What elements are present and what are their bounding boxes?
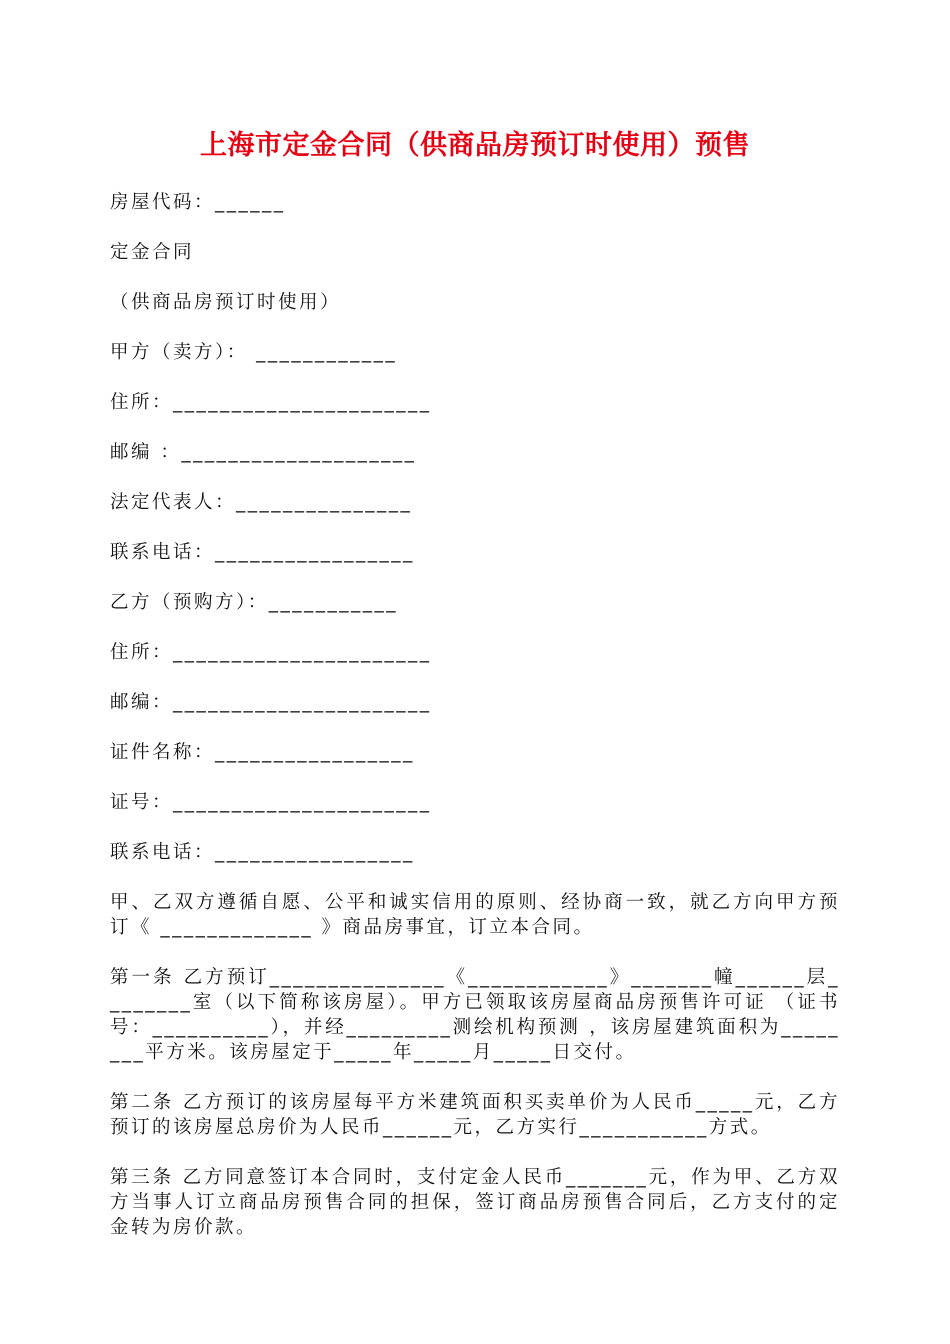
field-party-b-phone: 联系电话：_________________	[110, 842, 415, 863]
field-party-a-postcode: 邮编 ：____________________	[110, 442, 417, 463]
field-party-a: 甲方（卖方）： ____________	[110, 342, 398, 363]
field-legal-representative: 法定代表人：_______________	[110, 492, 413, 513]
field-party-a-phone: 联系电话：_________________	[110, 542, 415, 563]
field-party-a-address: 住所：______________________	[110, 392, 432, 413]
paragraph-article-3: 第三条 乙方同意签订本合同时，支付定金人民币_______元，作为甲、乙方双方当事人订立商品房预售合同的担保，签订商品房预售合同后，乙方支付的定金转为房价款。	[110, 1167, 840, 1238]
document-title: 上海市定金合同（供商品房预订时使用）预售	[200, 130, 750, 161]
paragraph-article-2: 第二条 乙方预订的该房屋每平方米建筑面积买卖单价为人民币_____元，乙方预订的该房屋总房价为人民币______元，乙方实行___________方式。	[110, 1092, 840, 1138]
paragraph-preamble: 甲、乙双方遵循自愿、公平和诚实信用的原则、经协商一致，就乙方向甲方预订《 _____________ 》商品房事宜，订立本合同。	[110, 892, 840, 938]
field-party-b: 乙方（预购方）：___________	[110, 592, 399, 613]
field-usage-note: （供商品房预订时使用）	[110, 292, 342, 313]
field-id-number: 证号：______________________	[110, 792, 432, 813]
document-body	[110, 190, 840, 1265]
field-house-code: 房屋代码：______	[110, 192, 286, 213]
field-party-b-postcode: 邮编：______________________	[110, 692, 432, 713]
field-party-b-address: 住所：______________________	[110, 642, 432, 663]
field-contract-name: 定金合同	[110, 242, 195, 263]
paragraph-article-1: 第一条 乙方预订_______________《____________》_______幢______层________室（以下简称该房屋）。甲方已领取该房屋商品房预售许可证 （证书号：__________），并经_________测绘机构预测 ，该房屋建筑面积为________平方米。该房屋定于_____年_____月_____日交付。	[110, 967, 840, 1063]
field-id-document-name: 证件名称：_________________	[110, 742, 415, 763]
